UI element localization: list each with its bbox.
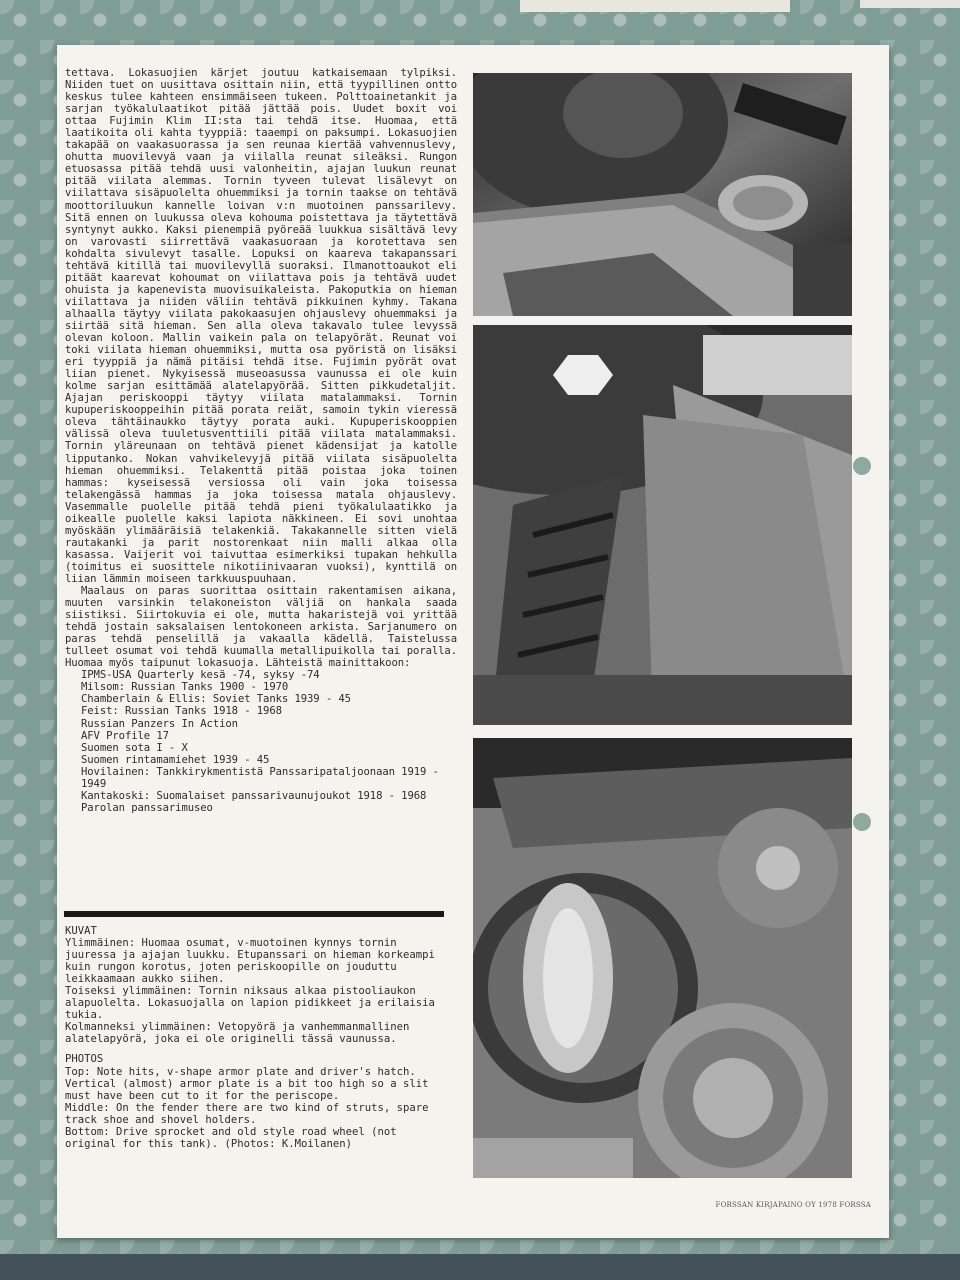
caption-line: Ylimmäinen: Huomaa osumat, v-muotoinen kynnys tornin juuressa ja ajajan luukku. Etupanssari on hieman korkeampi kuin rungon korotus, joten periskoopille on jouduttu leikkaamaan aukko siihen. <box>65 937 435 986</box>
magazine-page <box>57 45 889 1238</box>
reference-item: Suomen sota I - X <box>81 741 188 754</box>
section-rule <box>64 911 444 917</box>
caption-line: Middle: On the fender there are two kind of struts, spare track shoe and shovel holders. <box>65 1101 429 1126</box>
reference-item: Feist: Russian Tanks 1918 - 1968 <box>81 705 282 718</box>
article-paragraph: Maalaus on paras suorittaa osittain rakentamisen aikana, muuten varsinkin telakoneiston väljiä on hankala saada siistiksi. Siirtokuvia ei ole, mutta hakaristejä voi yrittää tehdä jostain saksalaisen lentokoneen arkista. Sarjanumero on paras tehdä penselillä ja vakaalla kädellä. Taistelussa tulleet osumat voi tehdä kuumalla metallipuikolla tai poralla. Huomaa myös taipunut lokasuoja. Lähteistä mainittakoon: <box>65 585 457 670</box>
captions-en-heading: PHOTOS <box>65 1053 104 1066</box>
reference-list <box>65 669 457 814</box>
photo-bottom-sprocket <box>473 738 852 1178</box>
reference-item: Russian Panzers In Action <box>81 717 238 730</box>
article-paragraph: tettava. Lokasuojien kärjet joutuu katkaisemaan tylpiksi. Niiden tuet on uusittava osittain niin, että tyypillinen ontto keskus tulee kahteen ensimmäiseen tukeen. Polttoainetankit ja sarjan työkalulaatikot pitää jättää pois. Uudet boxit voi ottaa Fujimin Klim II:sta tai tehdä itse. Huomaa, että laatikoita oli kahta tyyppiä: taaempi on paksumpi. Lokasuojien takapää on vaakasuorassa ja sen reunaa kiertää vahvennuslevy, ohutta muovilevyä vaan ja viilalla reunat sileäksi. Rungon etuosassa pitää tehdä uusi valonheitin, ajajan luukun reunat pitää viilata alemmas. Tornin tyveen tulevat lisälevyt on viilattava sisäpuolelta ohuemmiksi ja tornin taakse on tehtävä moottoriluukun kannelle loivan v:n muotoinen panssarilevy. Sitä ennen on luukussa oleva kohouma poistettava ja täytettävä syntynyt aukko. Kaksi pienempiä pyöreää luukkua sisältävä levy on varovasti siirrettävä vaakasuoraan ja korotettava sen kohdalta sivulevyt tasalle. Lopuksi on kaareva takapanssari tehtävä kitillä tai muovilevyllä suoraksi. Ilmanottoaukot eli pitäät kaarevat kohoumat on viilattava pois ja tehtävä uudet ohuista ja kapenevista muovisuikaleista. Pakoputkia on hieman viilattava ja niiden väliin tehtävä pikkuinen kyhmy. Takana alhaalla täytyy viilata pakokaasujen ohjauslevy ohuemmaksi ja siirtää sitä hieman. Sen alla oleva takavalo tulee levyssä olevan koloon. Mallin vaikein pala on telapyörät. Reunat voi toki viilata hieman ohuemmiksi, mutta osa pyöristä on lisäksi eri tyyppiä ja nämä pitäisi tehdä itse. Fujimin pyörät ovat liian pienet. Nykyisessä museoasussa vaunussa ei ole kuin kolme sarjan esittämää alatelapyörää. Sitten pikkudetaljit. Ajajan periskooppi täytyy viilata matalammaksi. Tornin kupuperiskooppeihin pitää porata reiät, samoin tykin vieressä oleva tähtäinaukko täytyy porata auki. Kupuperiskooppien välissä oleva tuuletusventtiili pitää viilata matalammaksi. Tornin yläreunaan on tehtävä pienet kädensijat ja katolle lipputanko. Nokan vahvikelevyjä pitää viilata sisäpuolelta hieman ohuemmiksi. Telakenttä pitää poistaa joka toinen hammas: kyseisessä versiossa oli vain joka toisessa telakengässä hammas ja joka toisessa matala ohjauslevy. Vasemmalle puolelle pitää tehdä pieni työkalulaatikko ja oikealle puolelle kaksi lapiota näkkineen. Ei sovi unohtaa myöskään ylimääräisiä telakenkiä. Takakannelle sitten vielä rautakanki ja parit nostorenkaat niin malli alkaa olla kasassa. Vaijerit voi taivuttaa esimerkiksi tupakan hehkulla (toimitus ei suosittele nikotiinivaaran vuoksi), kynttilä on liian lämmin moiseen tarkkuuspuuhaan. <box>65 67 457 585</box>
caption-line: Top: Note hits, v-shape armor plate and driver's hatch. Vertical (almost) armor plate is a bit too high so a slit must have been cut to it for the periscope. <box>65 1065 429 1102</box>
reference-item: AFV Profile 17 <box>81 729 169 742</box>
reference-item: Hovilainen: Tankkirykmentistä Panssaripataljoonaan 1919 - 1949 <box>81 765 439 790</box>
photo-captions <box>65 925 445 1150</box>
paper-edge <box>520 0 790 12</box>
printer-imprint: FORSSAN KIRJAPAINO OY 1978 FORSSA <box>715 1201 871 1209</box>
captions-fi-heading: KUVAT <box>65 925 97 937</box>
fabric-edge <box>0 1254 960 1280</box>
punch-hole <box>853 457 871 475</box>
paper-edge <box>860 0 960 8</box>
photo-middle-fender <box>473 325 852 725</box>
reference-item: Suomen rintamamiehet 1939 - 45 <box>81 753 270 766</box>
reference-item: Parolan panssarimuseo <box>81 801 213 814</box>
reference-item: Chamberlain & Ellis: Soviet Tanks 1939 - 45 <box>81 693 351 706</box>
reference-item: Milsom: Russian Tanks 1900 - 1970 <box>81 681 289 694</box>
punch-hole <box>853 813 871 831</box>
caption-line: Kolmanneksi ylimmäinen: Vetopyörä ja vanhemmanmallinen alatelapyörä, joka ei ole originelli tässä vaunussa. <box>65 1021 410 1046</box>
article-text <box>65 67 457 814</box>
reference-item: Kantakoski: Suomalaiset panssarivaunujoukot 1918 - 1968 <box>81 789 427 802</box>
caption-line: Bottom: Drive sprocket and old style road wheel (not original for this tank). (Photos: K.Moilanen) <box>65 1125 397 1150</box>
reference-item: IPMS-USA Quarterly kesä -74, syksy -74 <box>81 669 320 682</box>
photo-top-turret-hatch <box>473 73 852 316</box>
caption-line: Toiseksi ylimmäinen: Tornin niksaus alkaa pistooliaukon alapuolelta. Lokasuojalla on lapion pidikkeet ja erilaisia tukia. <box>65 985 435 1022</box>
